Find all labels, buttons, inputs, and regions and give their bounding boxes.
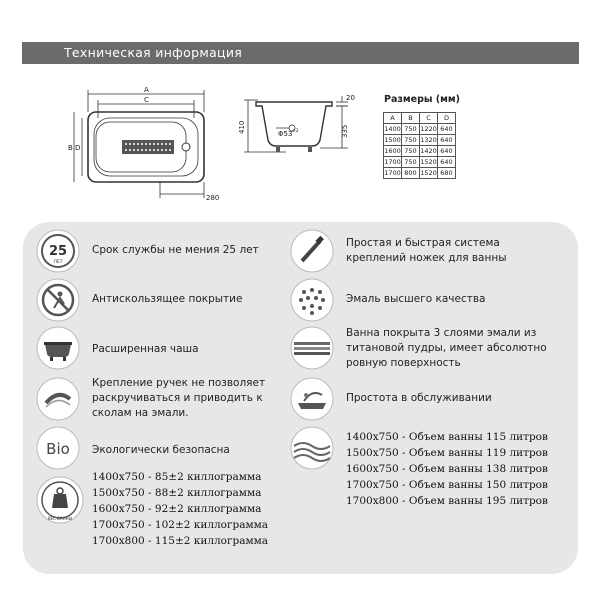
table-cell: 1400 [384, 125, 401, 133]
badge-25-number: 25 [48, 244, 68, 259]
weight-line-1: 1400x750 - 85±2 киллограмма [92, 471, 262, 483]
table-cell: 1520 [420, 169, 437, 177]
feature-wide-bowl-text: Расширенная чаша [92, 343, 199, 355]
table-cell: 1420 [420, 147, 437, 155]
leg-fastening-icon [290, 229, 334, 273]
dim-phi-tolerance: ±2 [292, 129, 299, 134]
table-cell: 1700 [384, 158, 401, 166]
dim-phi-label: Φ53 [278, 130, 293, 138]
sizes-header-cell: D [438, 113, 456, 124]
table-cell: 680 [438, 168, 456, 179]
table-cell: 1320 [420, 136, 437, 144]
volume-line-1: 1400x750 - Объем ванны 115 литров [346, 431, 548, 443]
table-row [384, 157, 456, 168]
dim-280-label: 280 [206, 194, 220, 202]
volume-line-2: 1500x750 - Объем ванны 119 литров [346, 447, 548, 459]
weight-icon-text: ВЕС ВАННЫ [47, 516, 73, 521]
handle-icon [36, 377, 80, 421]
table-cell: 1220 [420, 125, 437, 133]
table-cell: 1520 [420, 158, 437, 166]
dim-d-label: D [75, 144, 81, 152]
volume-line-4: 1700x750 - Объем ванны 150 литров [346, 479, 548, 491]
weight-line-2: 1500x750 - 88±2 киллограмма [92, 487, 262, 499]
bio-badge-text: Bio [46, 440, 70, 458]
sizes-header-cell: B [402, 113, 420, 124]
table-cell: 750 [402, 135, 420, 146]
bathtub-icon [36, 326, 80, 370]
maintenance-icon [290, 377, 334, 421]
dim-20-label: 20 [346, 94, 355, 102]
water-volume-icon [290, 426, 334, 470]
dim-c-label: C [144, 96, 149, 104]
dim-a-label: A [144, 86, 149, 94]
weight-line-5: 1700x800 - 115±2 киллограмма [92, 535, 269, 547]
sizes-table-header-row [384, 113, 456, 124]
feature-maintenance-text: Простота в обслуживании [346, 392, 492, 404]
feature-handle-text: Крепление ручек не позволяет раскручиваться и приводить к сколам на эмали. [92, 377, 266, 419]
table-cell: 1500 [384, 136, 401, 144]
dim-335-label: 335 [341, 124, 349, 138]
table-row [384, 124, 456, 135]
enamel-layers-icon [290, 326, 334, 370]
enamel-dots-icon [290, 278, 334, 322]
bio-icon [36, 426, 80, 470]
weight-line-3: 1600x750 - 92±2 киллограмма [92, 503, 262, 515]
volume-line-3: 1600x750 - Объем ванны 138 литров [346, 463, 548, 475]
table-cell: 750 [402, 146, 420, 157]
table-cell: 640 [438, 124, 456, 135]
feature-leg-fastening-text: Простая и быстрая система креплений ножек для ванны [346, 237, 507, 264]
table-cell: 750 [402, 124, 420, 135]
table-cell: 640 [438, 135, 456, 146]
weight-line-4: 1700x750 - 102±2 киллограмма [92, 519, 269, 531]
sizes-header-cell: A [384, 113, 402, 124]
bathtub-top-view-drawing [70, 88, 220, 208]
table-cell: 640 [438, 146, 456, 157]
feature-enamel-quality-text: Эмаль высшего качества [346, 293, 486, 305]
feature-service-life-text: Срок службы не мения 25 лет [92, 244, 259, 256]
feature-eco-text: Экологически безопасна [92, 444, 230, 456]
table-cell: 1700 [384, 169, 401, 177]
table-row [384, 146, 456, 157]
feature-anti-slip-text: Антискользящее покрытие [92, 293, 243, 305]
table-cell: 800 [402, 168, 420, 179]
table-cell: 1600 [384, 147, 401, 155]
feature-enamel-layers-text: Ванна покрыта 3 слоями эмали из титановой пудры, имеет абсолютно ровную поверхность [346, 327, 547, 369]
sizes-header-cell: C [420, 113, 438, 124]
section-title: Техническая информация [64, 45, 243, 60]
badge-25-sub: ЛЕТ [53, 260, 63, 265]
weight-icon [36, 476, 84, 524]
table-cell: 750 [402, 157, 420, 168]
anti-slip-icon [36, 278, 80, 322]
bathtub-side-view-drawing [236, 92, 366, 162]
25-years-badge-icon [36, 229, 80, 273]
table-row [384, 168, 456, 179]
table-row [384, 135, 456, 146]
sizes-table [383, 112, 456, 179]
table-cell: 640 [438, 157, 456, 168]
volume-line-5: 1700x800 - Объем ванны 195 литров [346, 495, 548, 507]
dim-410-label: 410 [238, 120, 246, 134]
dim-b-label: B [68, 144, 73, 152]
sizes-table-title: Размеры (мм) [384, 94, 461, 105]
section-header [22, 42, 579, 64]
